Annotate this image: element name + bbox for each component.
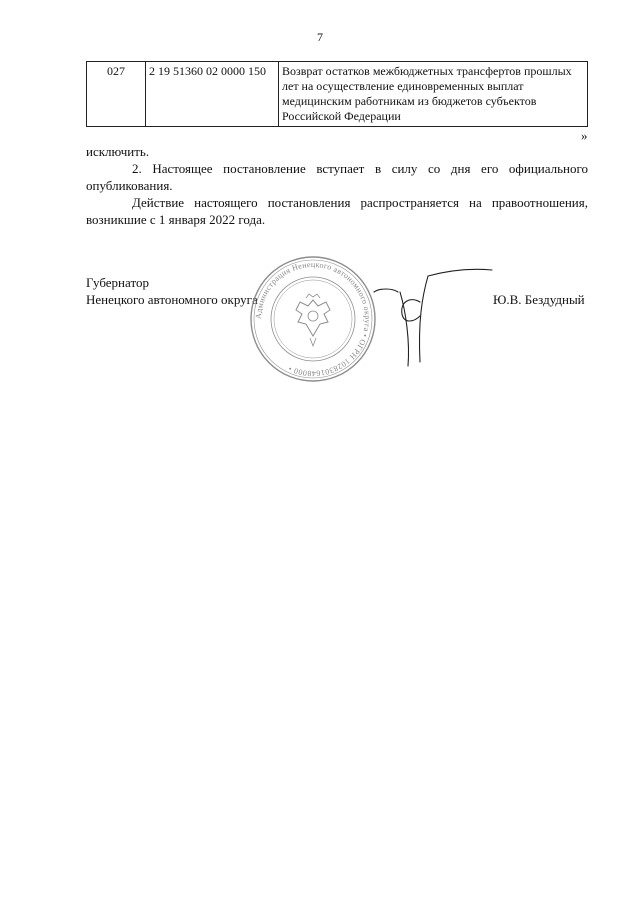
budget-classification-table (86, 61, 588, 127)
signer-name: Ю.В. Бездудный (493, 292, 585, 307)
seal-text: Администрация Ненецкого автономного округа • ОГРН 1028301648000 • (253, 259, 373, 379)
signer-title-line1: Губернатор (86, 275, 149, 290)
signer-title-line2: Ненецкого автономного округа (86, 292, 258, 307)
table-row (87, 62, 588, 127)
exclude-paragraph: исключить. (86, 144, 150, 159)
effective-date-paragraph: 2. Настоящее постановление вступает в силу со дня его официального опубликования. (86, 161, 588, 193)
description-cell: Возврат остатков межбюджетных трансфертов прошлых лет на осуществление единовременных выплат медицинским работникам из бюджетов субъектов Российской Федерации (279, 62, 588, 127)
admin-code-cell: 027 (87, 62, 146, 127)
handwritten-signature-icon (340, 262, 500, 372)
page-number: 7 (317, 30, 323, 44)
closing-quote: » (581, 128, 588, 143)
signer-title (86, 274, 258, 308)
budget-code-cell: 2 19 51360 02 0000 150 (146, 62, 279, 127)
retroactive-paragraph: Действие настоящего постановления распространяется на правоотношения, возникшие с 1 января 2022 года. (86, 195, 588, 227)
